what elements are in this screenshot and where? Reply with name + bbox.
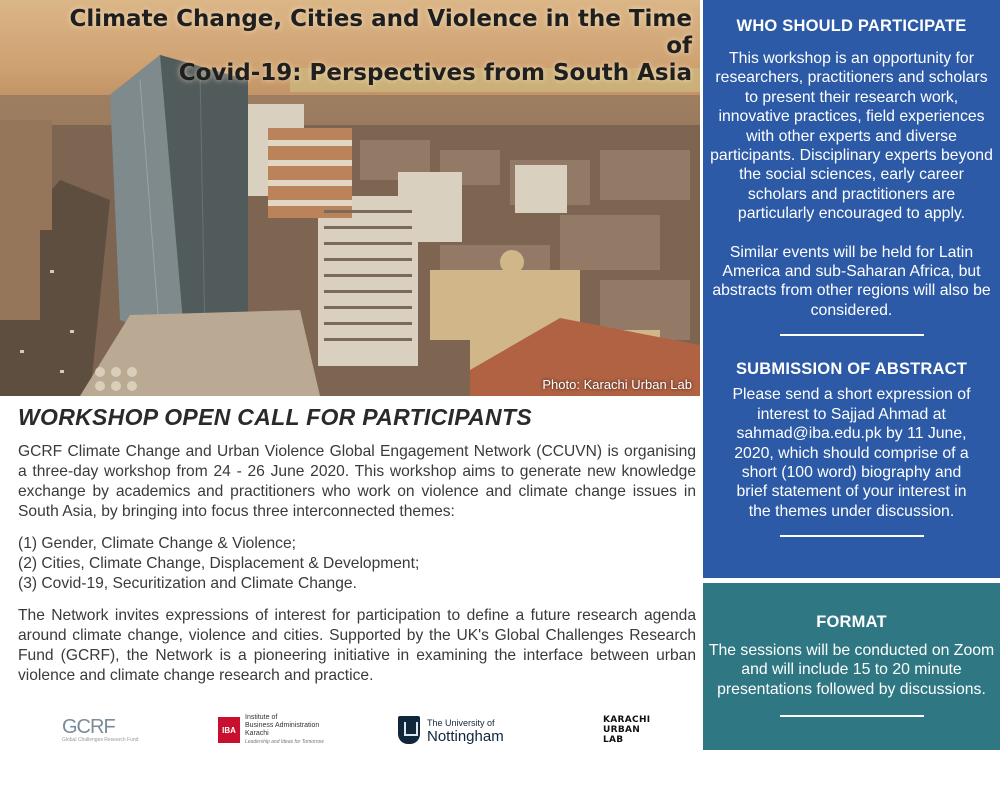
intro-paragraph: GCRF Climate Change and Urban Violence Global Engagement Network (CCUVN) is organising a three-day workshop from 24 - 26 June 2020. This workshop aims to generate new knowledge exchange by academics and practitioners who work on violence and climate change issues in South Asia, by bringing into focus three interconnected themes: — [18, 443, 696, 520]
divider — [780, 334, 924, 336]
iba-line-3: Karachi — [245, 730, 269, 737]
theme-item: (3) Covid-19, Securitization and Climate Change. — [18, 575, 357, 592]
kul-line-1: KARACHI — [603, 715, 651, 725]
crest-icon — [398, 716, 420, 744]
nottingham-logo — [398, 708, 504, 752]
kul-line-2: URBAN — [603, 725, 641, 735]
info-panel-teal — [703, 583, 1000, 750]
divider — [780, 715, 924, 717]
call-heading: WORKSHOP OPEN CALL FOR PARTICIPANTS — [18, 404, 532, 430]
partner-logos — [0, 708, 700, 758]
submission-heading: SUBMISSION OF ABSTRACT — [735, 360, 968, 379]
iba-line-2: Business Administration — [245, 722, 320, 729]
nottingham-text — [427, 716, 504, 744]
iba-line-1: Institute of — [245, 714, 278, 721]
hero-photo — [0, 0, 700, 396]
theme-item: (1) Gender, Climate Change & Violence; — [18, 535, 296, 552]
workshop-title — [52, 6, 692, 87]
who-text: This workshop is an opportunity for researchers, practitioners and scholars to present their research work, innovative practices, field experiences with other experts and diverse participants. Disciplinary experts beyond the social sciences, early career scholars and practitioners are particularly encouraged to apply. — [710, 50, 993, 223]
gcrf-mark: GCRF — [62, 716, 115, 738]
closing-paragraph: The Network invites expressions of interest for participation to define a future research agenda around climate change, violence and cities. Supported by the UK's Global Challenges Research Fund (GCRF), the Network is a pioneering initiative in examining the interface between urban violence and climate change research and practice. — [18, 607, 696, 684]
nottingham-big: Nottingham — [427, 728, 504, 745]
kul-line-3: LAB — [603, 735, 624, 745]
themes-list — [18, 534, 696, 594]
format-text: The sessions will be conducted on Zoom and will include 15 to 20 minute presentations followed by discussions. — [708, 642, 995, 698]
iba-mark — [218, 717, 240, 743]
info-panel-blue — [703, 0, 1000, 578]
photo-credit: Photo: Karachi Urban Lab — [542, 377, 692, 392]
submission-text: Please send a short expression of interest to Sajjad Ahmad at sahmad@iba.edu.pk by 11 June, 2020, which should comprise of a short (100 word) biography and brief statement of your interest in the themes under discussion. — [732, 386, 971, 520]
title-line-1: Climate Change, Cities and Violence in the Time of — [69, 6, 692, 59]
iba-text — [245, 714, 324, 746]
iba-tagline: Leadership and Ideas for Tomorrow — [245, 739, 324, 745]
iba-mark-text: IBA — [222, 725, 236, 735]
nottingham-small: The University of — [427, 718, 495, 728]
iba-logo — [218, 708, 324, 752]
divider — [780, 535, 924, 537]
title-line-2: Covid-19: Perspectives from South Asia — [178, 60, 692, 86]
theme-item: (2) Cities, Climate Change, Displacement & Development; — [18, 555, 420, 572]
similar-events-text: Similar events will be held for Latin America and sub-Saharan Africa, but abstracts from other regions will also be considered. — [712, 243, 991, 319]
gcrf-logo — [62, 708, 138, 752]
karachi-urban-lab-logo — [603, 708, 650, 752]
who-heading: WHO SHOULD PARTICIPATE — [736, 17, 967, 35]
main-content — [18, 402, 696, 686]
gcrf-subtitle: Global Challenges Research Fund — [62, 737, 139, 743]
format-heading: FORMAT — [816, 613, 887, 631]
